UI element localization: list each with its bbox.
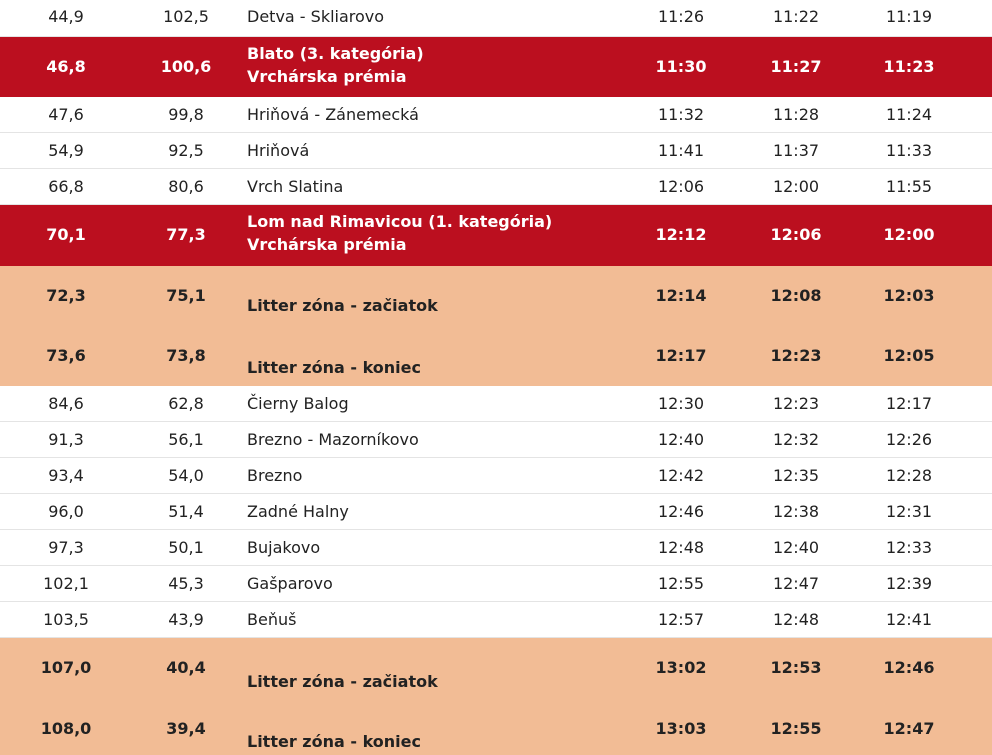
place-name: Gašparovo xyxy=(247,574,333,593)
litter-zone-row xyxy=(0,638,992,698)
place-name: Litter zóna - koniec xyxy=(247,732,421,751)
km-cell: 72,3 xyxy=(46,286,86,305)
time-medium-cell: 12:00 xyxy=(772,177,820,196)
remaining-km-cell: 54,0 xyxy=(168,466,204,485)
place-cell xyxy=(247,468,647,484)
table-row xyxy=(0,169,992,205)
remaining-km-cell: 62,8 xyxy=(168,394,204,413)
litter-zone-row xyxy=(0,266,992,326)
table-row xyxy=(0,133,992,169)
place-name: Blato (3. kategória) xyxy=(247,44,424,63)
km-cell: 84,6 xyxy=(48,394,84,413)
table-row xyxy=(0,422,992,458)
remaining-km-cell: 100,6 xyxy=(160,57,212,76)
time-slow-cell: 11:19 xyxy=(885,7,933,26)
place-cell xyxy=(247,214,647,253)
table-row xyxy=(0,494,992,530)
time-slow-cell: 12:28 xyxy=(885,466,933,485)
time-fast-cell: 12:48 xyxy=(657,538,705,557)
time-slow-cell: 12:05 xyxy=(883,346,935,365)
km-cell: 108,0 xyxy=(40,719,92,738)
place-cell xyxy=(247,298,647,314)
place-name: Lom nad Rimavicou (1. kategória) xyxy=(247,212,553,231)
time-fast-cell: 11:30 xyxy=(655,57,707,76)
climb-row xyxy=(0,205,992,266)
time-medium-cell: 12:32 xyxy=(772,430,820,449)
place-name: Litter zóna - koniec xyxy=(247,358,421,377)
table-row xyxy=(0,530,992,566)
place-cell xyxy=(247,674,647,690)
time-medium-cell: 12:38 xyxy=(772,502,820,521)
time-slow-cell: 12:17 xyxy=(885,394,933,413)
time-fast-cell: 12:55 xyxy=(657,574,705,593)
time-fast-cell: 11:26 xyxy=(657,7,705,26)
climb-row xyxy=(0,37,992,97)
remaining-km-cell: 50,1 xyxy=(168,538,204,557)
time-medium-cell: 11:27 xyxy=(770,57,822,76)
time-medium-cell: 12:40 xyxy=(772,538,820,557)
time-fast-cell: 12:42 xyxy=(657,466,705,485)
km-cell: 46,8 xyxy=(46,57,86,76)
remaining-km-cell: 80,6 xyxy=(168,177,204,196)
km-cell: 66,8 xyxy=(48,177,84,196)
place-cell xyxy=(247,46,647,85)
time-fast-cell: 12:46 xyxy=(657,502,705,521)
time-slow-cell: 12:46 xyxy=(883,658,935,677)
time-slow-cell: 11:55 xyxy=(885,177,933,196)
time-slow-cell: 11:24 xyxy=(885,105,933,124)
place-cell xyxy=(247,179,647,195)
time-fast-cell: 11:41 xyxy=(657,141,705,160)
remaining-km-cell: 51,4 xyxy=(168,502,204,521)
time-slow-cell: 12:39 xyxy=(885,574,933,593)
time-medium-cell: 12:08 xyxy=(770,286,822,305)
place-name: Zadné Halny xyxy=(247,502,349,521)
table-row xyxy=(0,602,992,638)
km-cell: 73,6 xyxy=(46,346,86,365)
place-note: Vrchárska prémia xyxy=(247,235,407,254)
table-row xyxy=(0,386,992,422)
place-name: Vrch Slatina xyxy=(247,177,344,196)
place-name: Čierny Balog xyxy=(247,394,349,413)
time-medium-cell: 11:37 xyxy=(772,141,820,160)
place-cell xyxy=(247,9,647,25)
remaining-km-cell: 92,5 xyxy=(168,141,204,160)
litter-zone-row xyxy=(0,698,992,755)
place-cell xyxy=(247,612,647,628)
km-cell: 54,9 xyxy=(48,141,84,160)
time-medium-cell: 12:23 xyxy=(770,346,822,365)
time-medium-cell: 11:28 xyxy=(772,105,820,124)
time-fast-cell: 12:12 xyxy=(655,225,707,244)
time-slow-cell: 12:00 xyxy=(883,225,935,244)
time-fast-cell: 12:57 xyxy=(657,610,705,629)
table-row xyxy=(0,0,992,37)
place-cell xyxy=(247,143,647,159)
time-medium-cell: 12:06 xyxy=(770,225,822,244)
place-name: Brezno - Mazorníkovo xyxy=(247,430,419,449)
place-name: Beňuš xyxy=(247,610,297,629)
place-name: Litter zóna - začiatok xyxy=(247,296,438,315)
remaining-km-cell: 102,5 xyxy=(163,7,209,26)
remaining-km-cell: 56,1 xyxy=(168,430,204,449)
remaining-km-cell: 45,3 xyxy=(168,574,204,593)
place-cell xyxy=(247,432,647,448)
place-name: Bujakovo xyxy=(247,538,321,557)
time-medium-cell: 12:35 xyxy=(772,466,820,485)
km-cell: 70,1 xyxy=(46,225,86,244)
table-row xyxy=(0,458,992,494)
place-note: Vrchárska prémia xyxy=(247,67,407,86)
time-fast-cell: 13:02 xyxy=(655,658,707,677)
time-fast-cell: 12:40 xyxy=(657,430,705,449)
remaining-km-cell: 99,8 xyxy=(168,105,204,124)
place-name: Litter zóna - začiatok xyxy=(247,672,438,691)
place-cell xyxy=(247,504,647,520)
place-cell xyxy=(247,734,647,750)
time-medium-cell: 12:48 xyxy=(772,610,820,629)
time-fast-cell: 12:17 xyxy=(655,346,707,365)
time-medium-cell: 12:47 xyxy=(772,574,820,593)
time-slow-cell: 12:31 xyxy=(885,502,933,521)
time-slow-cell: 12:33 xyxy=(885,538,933,557)
time-slow-cell: 12:47 xyxy=(883,719,935,738)
time-medium-cell: 11:22 xyxy=(772,7,820,26)
place-name: Hriňová xyxy=(247,141,310,160)
remaining-km-cell: 40,4 xyxy=(166,658,206,677)
place-cell xyxy=(247,576,647,592)
place-name: Hriňová - Zánemecká xyxy=(247,105,419,124)
time-fast-cell: 12:06 xyxy=(657,177,705,196)
place-cell xyxy=(247,396,647,412)
km-cell: 97,3 xyxy=(48,538,84,557)
table-row xyxy=(0,97,992,133)
time-medium-cell: 12:55 xyxy=(770,719,822,738)
place-name: Detva - Skliarovo xyxy=(247,7,385,26)
time-slow-cell: 11:23 xyxy=(883,57,935,76)
km-cell: 96,0 xyxy=(48,502,84,521)
litter-zone-row xyxy=(0,326,992,386)
time-slow-cell: 12:26 xyxy=(885,430,933,449)
place-cell xyxy=(247,540,647,556)
remaining-km-cell: 43,9 xyxy=(168,610,204,629)
place-cell xyxy=(247,107,647,123)
remaining-km-cell: 73,8 xyxy=(166,346,206,365)
place-name: Brezno xyxy=(247,466,303,485)
km-cell: 44,9 xyxy=(48,7,84,26)
time-slow-cell: 12:41 xyxy=(885,610,933,629)
time-fast-cell: 12:14 xyxy=(655,286,707,305)
km-cell: 103,5 xyxy=(43,610,89,629)
remaining-km-cell: 75,1 xyxy=(166,286,206,305)
time-slow-cell: 12:03 xyxy=(883,286,935,305)
km-cell: 102,1 xyxy=(43,574,89,593)
km-cell: 91,3 xyxy=(48,430,84,449)
km-cell: 93,4 xyxy=(48,466,84,485)
time-fast-cell: 11:32 xyxy=(657,105,705,124)
place-cell xyxy=(247,360,647,376)
remaining-km-cell: 39,4 xyxy=(166,719,206,738)
km-cell: 107,0 xyxy=(40,658,92,677)
km-cell: 47,6 xyxy=(48,105,84,124)
time-fast-cell: 13:03 xyxy=(655,719,707,738)
time-fast-cell: 12:30 xyxy=(657,394,705,413)
time-medium-cell: 12:23 xyxy=(772,394,820,413)
time-medium-cell: 12:53 xyxy=(770,658,822,677)
table-row xyxy=(0,566,992,602)
time-slow-cell: 11:33 xyxy=(885,141,933,160)
remaining-km-cell: 77,3 xyxy=(166,225,206,244)
